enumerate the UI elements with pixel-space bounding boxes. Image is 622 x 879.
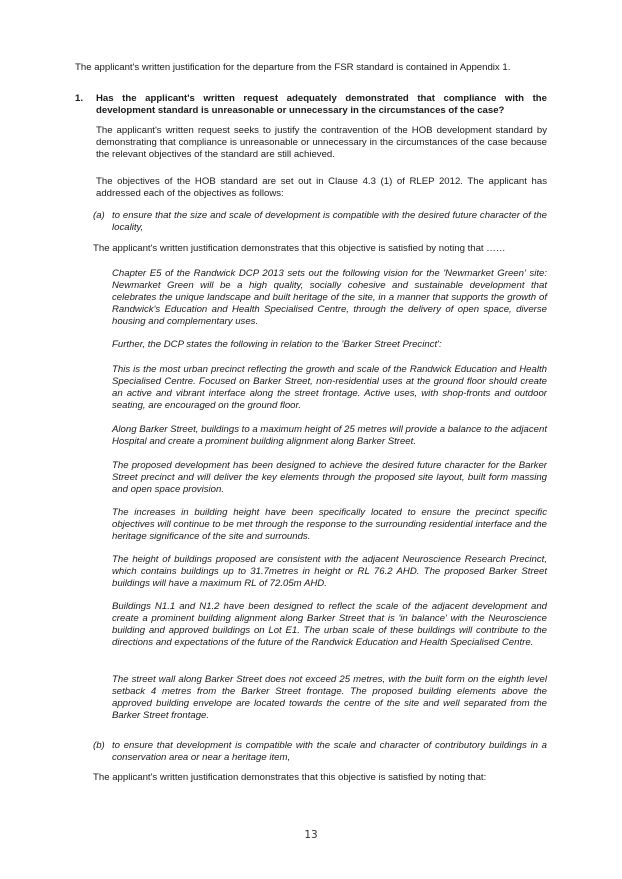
justification-b: The applicant's written justification demonstrates that this objective is satisfied by noting that: — [93, 772, 487, 783]
objective-a-label: (a) — [93, 210, 105, 221]
objective-a-text: to ensure that the size and scale of development is compatible with the desired future character of the locality, — [112, 210, 547, 234]
quote-neuroscience: The height of buildings proposed are consistent with the adjacent Neuroscience Research Precinct, which contains buildings up to 31.7metres in height or RL 76.2 AHD. The proposed Barker Street buildings will have a maximum RL of 72.05m AHD. — [112, 554, 547, 590]
quote-street-wall: The street wall along Barker Street does not exceed 25 metres, with the built form on the eighth level setback 4 metres from the Barker Street frontage. The proposed building elements above the approved building envelope are located towards the centre of the site and well separated from the Barker Street frontage. — [112, 674, 547, 722]
page-number: 13 — [304, 829, 318, 841]
paragraph-objectives: The objectives of the HOB standard are set out in Clause 4.3 (1) of RLEP 2012. The applicant has addressed each of the objectives as follows: — [96, 176, 547, 200]
objective-b-label: (b) — [93, 740, 105, 751]
question-heading: Has the applicant's written request adequately demonstrated that compliance with the development standard is unreasonable or unnecessary in the circumstances of the case? — [96, 93, 547, 117]
quote-future-character: The proposed development has been designed to achieve the desired future character for the Barker Street precinct and will deliver the key elements through the proposed site layout, built form massing and open space provision. — [112, 460, 547, 496]
quote-urban-precinct: This is the most urban precinct reflecting the growth and scale of the Randwick Education and Health Specialised Centre. Focused on Barker Street, non-residential uses at the ground floor should create an active and vibrant interface along the street frontage. Active uses, with shop-fronts and outdoor seating, are encouraged on the ground floor. — [112, 364, 547, 412]
intro-paragraph: The applicant's written justification for the departure from the FSR standard is contained in Appendix 1. — [75, 62, 511, 73]
justification-a: The applicant's written justification demonstrates that this objective is satisfied by noting that …… — [93, 243, 506, 254]
objective-b-text: to ensure that development is compatible with the scale and character of contributory buildings in a conservation area or near a heritage item, — [112, 740, 547, 764]
quote-height-increase: The increases in building height have been specifically located to ensure the precinct specific objectives will continue to be met through the response to the surrounding residential interface and the heritage significance of the site and surrounds. — [112, 507, 547, 543]
quote-buildings-n1: Buildings N1.1 and N1.2 have been designed to reflect the scale of the adjacent development and create a prominent building alignment along Barker Street that is 'in balance' with the Neuroscience building and approved buildings on Lot E1. The urban scale of these buildings will contribute to the directions and expectations of the future of the Randwick Education and Health Specialised Centre. — [112, 601, 547, 649]
question-number: 1. — [75, 93, 84, 104]
quote-precinct-intro: Further, the DCP states the following in relation to the 'Barker Street Precinct': — [112, 339, 442, 350]
paragraph-request: The applicant's written request seeks to justify the contravention of the HOB development standard by demonstrating that compliance is unreasonable or unnecessary in the circumstances of the case because the relevant objectives of the standard are still achieved. — [96, 125, 547, 161]
quote-barker-height: Along Barker Street, buildings to a maximum height of 25 metres will provide a balance to the adjacent Hospital and create a prominent building alignment along Barker Street. — [112, 424, 547, 448]
quote-vision: Chapter E5 of the Randwick DCP 2013 sets out the following vision for the 'Newmarket Green' site: Newmarket Green will be a high quality, socially cohesive and sustainable development that celebrates the unique landscape and built heritage of the site, in a manner that supports the growth of Randwick's Education and Health Specialised Centre, through the delivery of open space, diverse housing and complementary uses. — [112, 268, 547, 328]
